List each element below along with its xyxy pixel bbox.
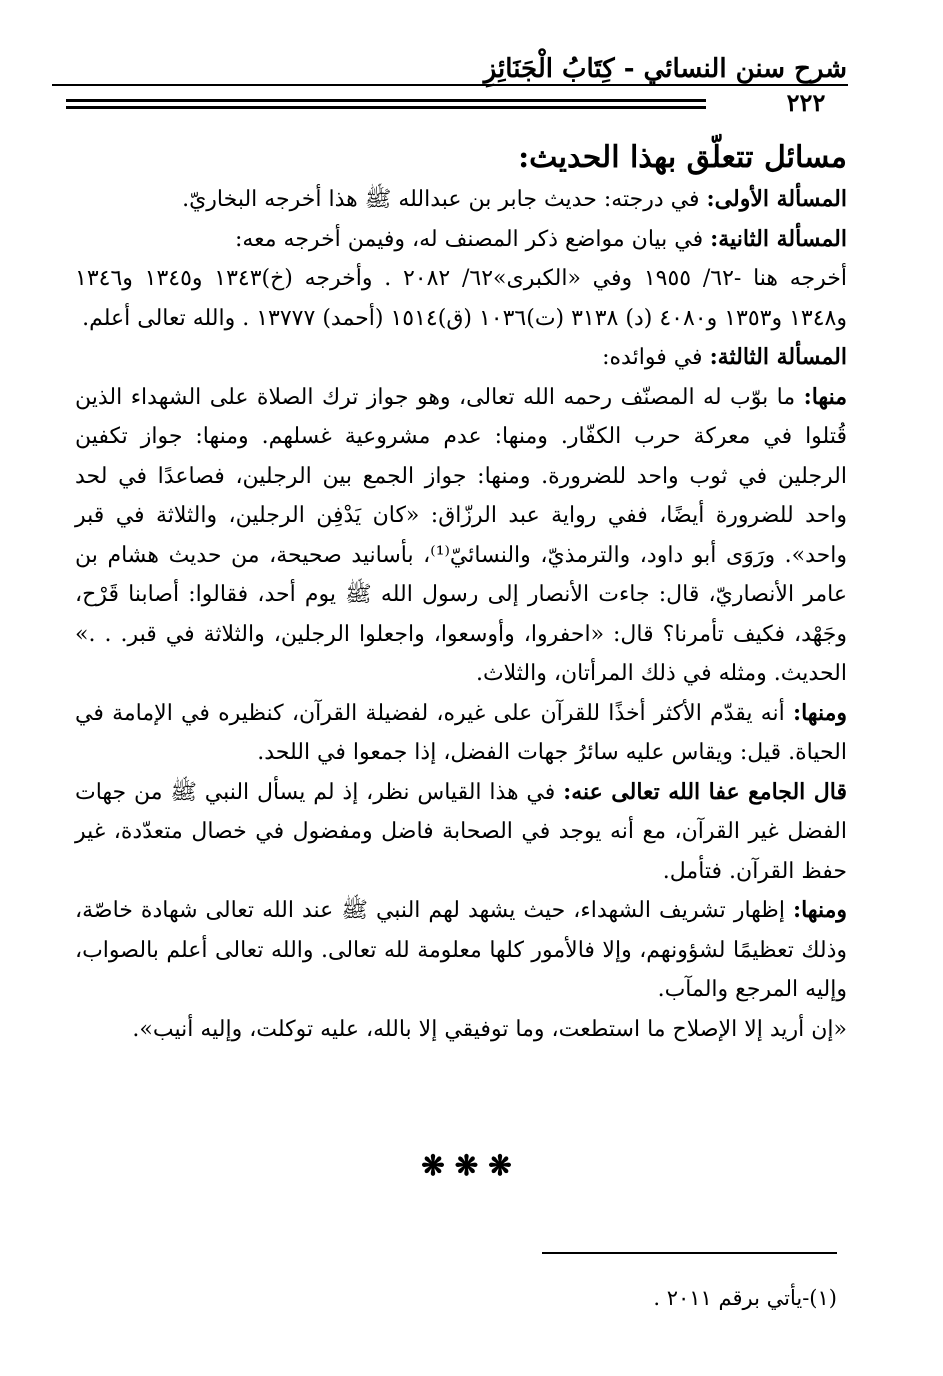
paragraph-label: المسألة الثانية: <box>710 225 847 252</box>
paragraph-text: في درجته: حديث جابر بن عبدالله ﷺ هذا أخرجه البخاريّ. <box>182 187 707 212</box>
paragraph-issue-2 <box>75 220 847 260</box>
paragraph-text: إظهار تشريف الشهداء، حيث يشهد لهم النبي ﷺ عند الله تعالى شهادة خاصّة، وذلك تعظيمًا لشؤونهم، وإلا فالأمور كلها معلومة لله تعالى. والله تعالى أعلم بالصواب، وإليه المرجع والمآب. <box>75 898 847 1002</box>
paragraph-label: منها: <box>803 383 847 410</box>
section-separator-stars: ❋❋❋ <box>421 1149 522 1182</box>
paragraph-text: ما بوّب له المصنّف رحمه الله تعالى، وهو جواز ترك الصلاة على الشهداء الذين قُتلوا في معركة حرب الكفّار. ومنها: عدم مشروعية غسلهم. ومنها: جواز تكفين الرجلين في ثوب واحد للضرورة. ومنها: جواز الجمع بين الرجلين، فصاعدًا في لحد واحد للضرورة أيضًا، ففي رواية عبد الرزّاق: «كان يَدْفِن الرجلين، والثلاثة في قبر واحد». ورَوَى أبو داود، والترمذيّ، والنسائيّ⁽¹⁾، بأسانيد صحيحة، من حديث هشام بن عامر الأنصاريّ، قال: جاءت الأنصار إلى رسول الله ﷺ يوم أحد، فقالوا: أصابنا قَرْح، وجَهْد، فكيف تأمرنا؟ قال: «احفروا، وأوسعوا، واجعلوا الرجلين، والثلاثة في قبر. . .» الحديث. ومثله في ذلك المرأتان، والثلاث. <box>75 384 847 686</box>
header-double-rule-left-top <box>66 99 706 102</box>
paragraph-label: ومنها: <box>792 699 847 726</box>
paragraph-benefits-2 <box>75 694 847 773</box>
paragraph-text: في هذا القياس نظر، إذ لم يسأل النبي ﷺ من جهات الفضل غير القرآن، مع أنه يوجد في الصحابة فاضل ومفضول في خصال متعدّدة، غير حفظ القرآن. فتأمل. <box>75 779 847 884</box>
footnote: (١)-يأتي برقم ٢٠١١ . <box>653 1286 837 1310</box>
paragraph-compiler-note <box>75 773 847 892</box>
paragraph-benefits-1 <box>75 378 847 694</box>
paragraph-label: قال الجامع عفا الله تعالى عنه: <box>563 778 847 805</box>
running-header-title: شرح سنن النسائي - كِتَابُ الْجَنَائِزِ <box>483 54 847 84</box>
paragraph-issue-1 <box>75 180 847 220</box>
header-double-rule-left-bottom <box>66 106 706 109</box>
footnote-rule <box>542 1252 837 1254</box>
paragraph-text: في فوائده: <box>602 345 710 370</box>
body-text <box>75 180 847 1049</box>
paragraph-text: في بيان مواضع ذكر المصنف له، وفيمن أخرجه معه: <box>234 226 711 252</box>
paragraph-label: المسألة الأولى: <box>706 186 847 212</box>
page-number: ٢٢٢ <box>761 89 851 117</box>
paragraph-closing-verse <box>75 1010 847 1050</box>
paragraph-label: المسألة الثالثة: <box>709 344 847 370</box>
section-heading: مسائل تتعلّق بهذا الحديث: <box>518 140 847 175</box>
paragraph-issue-3 <box>75 338 847 378</box>
paragraph-label: ومنها: <box>792 897 847 923</box>
paragraph-text: أخرجه هنا -٦٢/ ١٩٥٥ وفي «الكبرى»٦٢/ ٢٠٨٢ . وأخرجه (خ)١٣٤٣ و١٣٤٥ و١٣٤٦ و١٣٤٨ و١٣٥٣ و٤٠٨٠ (د) ٣١٣٨ (ت)١٠٣٦ (ق)١٥١٤ (أحمد) ١٣٧٧٧ . والله تعالى أعلم. <box>75 266 847 331</box>
paragraph-references <box>75 259 847 338</box>
paragraph-text: «إن أريد إلا الإصلاح ما استطعت، وما توفيقي إلا بالله، عليه توكلت، وإليه أنيب». <box>132 1016 847 1042</box>
header-rule <box>52 84 848 86</box>
paragraph-text: أنه يقدّم الأكثر أخذًا للقرآن على غيره، لفضيلة القرآن، كنظيره في الإمامة في الحياة. قيل: ويقاس عليه سائرُ جهات الفضل، إذا جمعوا في اللحد. <box>75 700 847 765</box>
paragraph-benefits-3 <box>75 891 847 1010</box>
